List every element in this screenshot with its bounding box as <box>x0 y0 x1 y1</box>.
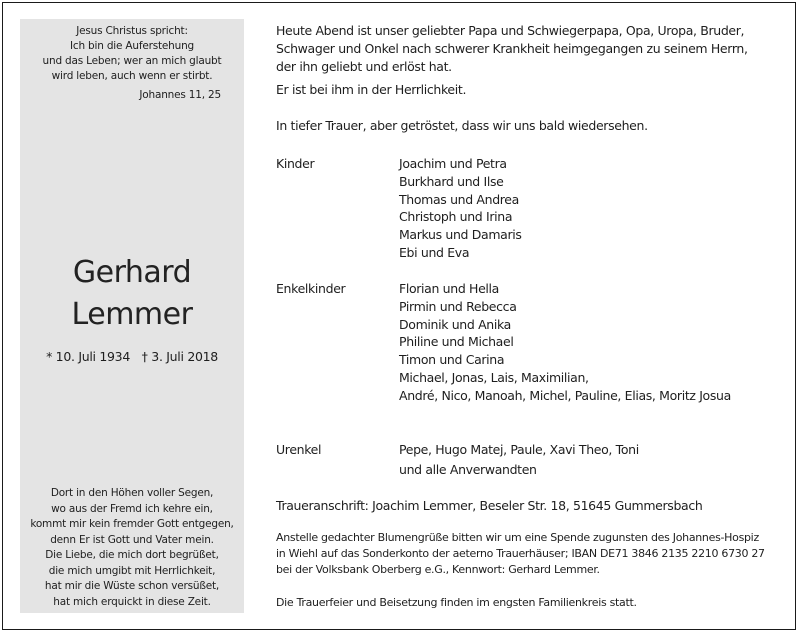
poem-line: hat mir die Wüste schon versüßet, <box>44 580 220 592</box>
poem-line: wo aus der Fremd ich kehre ein, <box>51 502 213 515</box>
glory-line: Er ist bei ihm in der Herrlichkeit. <box>276 82 467 97</box>
enkel-item: Pirmin und Rebecca <box>399 298 517 314</box>
address-line: Traueranschrift: Joachim Lemmer, Beseler Str. 18, 51645 Gummersbach <box>276 498 703 513</box>
birth-date: * 10. Juli 1934 <box>46 349 130 364</box>
deceased-name <box>20 252 244 336</box>
kinder-item: Markus und Damaris <box>399 227 522 243</box>
quote-line: Ich bin die Auferstehung <box>69 40 194 52</box>
death-date: † 3. Juli 2018 <box>141 349 218 364</box>
kinder-item: Joachim und Petra <box>399 156 507 171</box>
quote-line: Jesus Christus spricht: <box>76 25 188 37</box>
kinder-item: Christoph und Irina <box>399 209 513 225</box>
enkel-item: Philine und Michael <box>399 334 514 350</box>
kinder-label: Kinder <box>276 156 315 171</box>
poem-line: hat mich erquickt in diese Zeit. <box>53 595 211 608</box>
intro-line: Schwager und Onkel nach schwerer Krankheit heimgegangen zu seinem Herrn, <box>276 41 748 56</box>
urenkel-label: Urenkel <box>276 442 322 457</box>
first-name: Gerhard <box>72 255 192 290</box>
relatives-line: und alle Anverwandten <box>399 462 537 477</box>
kinder-item: Thomas und Andrea <box>399 191 519 207</box>
enkel-item: Dominik und Anika <box>399 316 511 332</box>
quote-line: und das Leben; wer an mich glaubt <box>42 55 222 67</box>
quote-reference: Johannes 11, 25 <box>139 89 221 101</box>
enkel-item: Michael, Jonas, Lais, Maximilian, <box>399 369 589 385</box>
donation-line: in Wiehl auf das Sonderkonto der aeterno Trauerhäuser; IBAN DE71 3846 2135 2210 6730 27 <box>276 547 765 560</box>
intro-line: Heute Abend ist unser geliebter Papa und Schwiegerpapa, Opa, Uropa, Bruder, <box>276 23 745 38</box>
funeral-line: Die Trauerfeier und Beisetzung finden im engsten Familienkreis statt. <box>276 596 637 609</box>
kinder-item: Ebi und Eva <box>399 244 470 260</box>
poem-line: Dort in den Höhen voller Segen, <box>50 487 214 499</box>
quote-line: wird leben, auch wenn er stirbt. <box>51 70 213 82</box>
urenkel-list: Pepe, Hugo Matej, Paule, Xavi Theo, Toni <box>399 442 639 457</box>
enkel-list <box>399 280 731 405</box>
left-panel <box>20 19 244 613</box>
enkel-item: Florian und Hella <box>399 281 499 296</box>
poem <box>20 486 244 610</box>
poem-line: denn Er ist Gott und Vater mein. <box>50 533 214 546</box>
kinder-list <box>399 155 522 262</box>
poem-line: kommt mir kein fremder Gott entgegen, <box>30 518 234 530</box>
last-name: Lemmer <box>71 297 193 332</box>
life-dates <box>20 349 244 365</box>
enkel-item: André, Nico, Manoah, Michel, Pauline, Elias, Moritz Josua <box>399 387 731 403</box>
enkel-label: Enkelkinder <box>276 281 346 296</box>
enkel-item: Timon und Carina <box>399 352 505 368</box>
donation-line: Anstelle gedachter Blumengrüße bitten wir um eine Spende zugunsten des Johannes-Hospiz <box>276 531 759 544</box>
poem-line: die mich umgibt mit Herrlichkeit, <box>48 564 216 577</box>
mourning-line: In tiefer Trauer, aber getröstet, dass wir uns bald wiedersehen. <box>276 118 648 133</box>
donation-line: bei der Volksbank Oberberg e.G., Kennwort: Gerhard Lemmer. <box>276 563 600 576</box>
poem-line: Die Liebe, die mich dort begrüßet, <box>45 549 219 561</box>
kinder-item: Burkhard und Ilse <box>399 173 504 189</box>
intro-line: der ihn geliebt und erlöst hat. <box>276 59 452 74</box>
bible-quote <box>20 24 244 103</box>
